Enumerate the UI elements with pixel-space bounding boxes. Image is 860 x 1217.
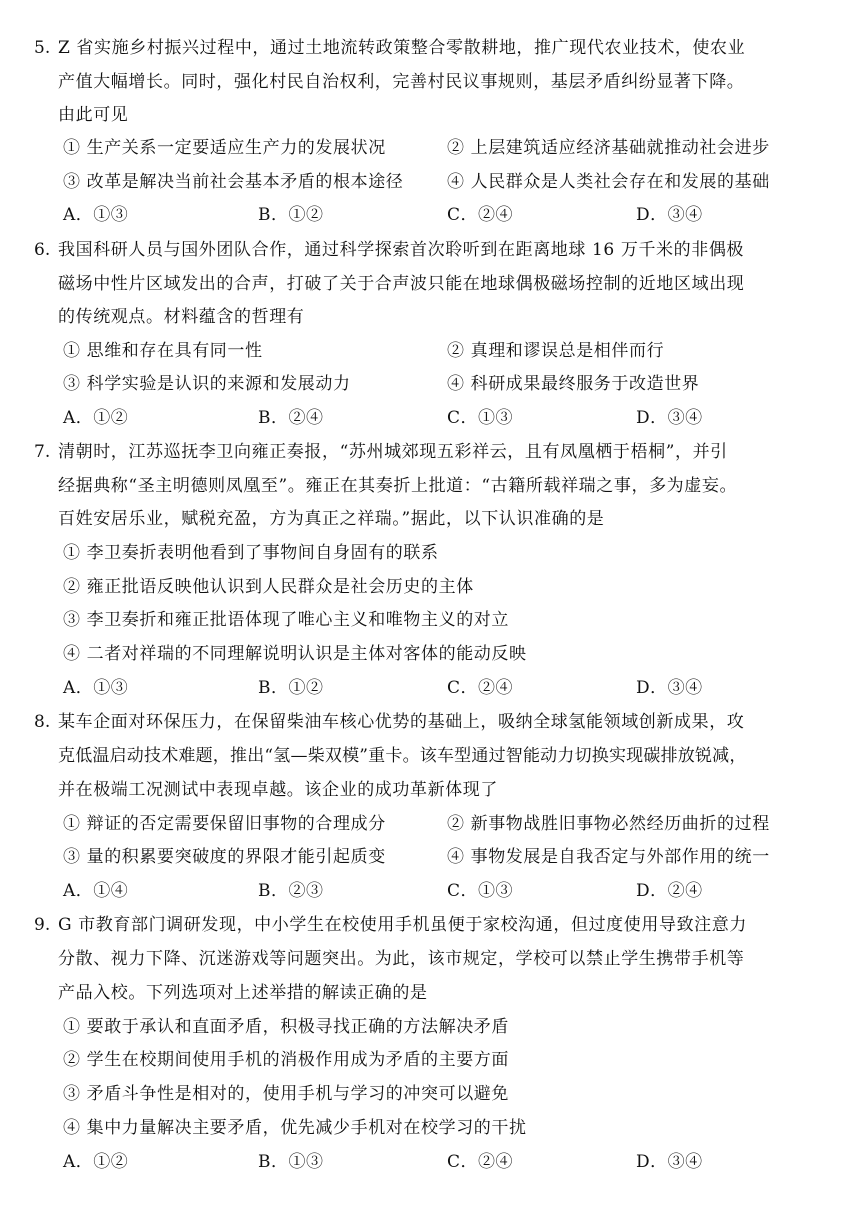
choice-b: B．②③ <box>258 881 324 901</box>
choice-c: C．②④ <box>447 205 514 225</box>
statement-1: ① 辩证的否定需要保留旧事物的合理成分 <box>63 814 386 834</box>
choice-b: B．②④ <box>258 408 324 428</box>
statement-2: ② 上层建筑适应经济基础就推动社会进步 <box>447 138 770 158</box>
statement-3: ③ 矛盾斗争性是相对的，使用手机与学习的冲突可以避免 <box>63 1084 510 1104</box>
statement-1: ① 思维和存在具有同一性 <box>63 341 263 361</box>
choice-c: C．②④ <box>447 678 514 698</box>
choice-c: C．②④ <box>447 1152 514 1172</box>
question-text-line: 百姓安居乐业，赋税充盈，方为真正之祥瑞。”据此，以下认识准确的是 <box>58 509 605 529</box>
statement-3: ③ 科学实验是认识的来源和发展动力 <box>63 374 351 394</box>
choice-d: D．③④ <box>636 205 703 225</box>
question-number: 9. <box>34 915 51 935</box>
choice-b: B．①③ <box>258 1152 324 1172</box>
question-text-line: 磁场中性片区域发出的合声，打破了关于合声波只能在地球偶极磁场控制的近地区域出现 <box>58 274 745 294</box>
statement-2: ② 学生在校期间使用手机的消极作用成为矛盾的主要方面 <box>63 1050 510 1070</box>
choice-a: A．①③ <box>63 678 129 698</box>
question-text-line: 清朝时，江苏巡抚李卫向雍正奏报，“苏州城郊现五彩祥云，且有凤凰栖于梧桐”，并引 <box>58 442 728 462</box>
statement-4: ④ 人民群众是人类社会存在和发展的基础 <box>447 172 770 192</box>
question-text-line: 由此可见 <box>58 105 129 125</box>
choice-a: A．①③ <box>63 205 129 225</box>
question-number: 5. <box>34 38 51 58</box>
statement-3: ③ 量的积累要突破度的界限才能引起质变 <box>63 847 386 867</box>
choice-a: A．①② <box>63 1152 129 1172</box>
question-text-line: 克低温启动技术难题，推出“氢—柴双模”重卡。该车型通过智能动力切换实现碳排放锐减， <box>58 746 747 766</box>
choice-a: A．①② <box>63 408 129 428</box>
question-text-line: 产品入校。下列选项对上述举措的解读正确的是 <box>58 983 428 1003</box>
statement-2: ② 新事物战胜旧事物必然经历曲折的过程 <box>447 814 770 834</box>
question-text-line: Z 省实施乡村振兴过程中，通过土地流转政策整合零散耕地，推广现代农业技术，使农业 <box>58 38 746 58</box>
choice-d: D．③④ <box>636 1152 703 1172</box>
question-text-line: 我国科研人员与国外团队合作，通过科学探索首次聆听到在距离地球 16 万千米的非偶极 <box>58 240 745 260</box>
statement-4: ④ 事物发展是自我否定与外部作用的统一 <box>447 847 770 867</box>
question-number: 8. <box>34 712 51 732</box>
statement-1: ① 李卫奏折表明他看到了事物间自身固有的联系 <box>63 543 439 563</box>
choice-c: C．①③ <box>447 881 514 901</box>
question-number: 7. <box>34 442 51 462</box>
question-text-line: 某车企面对环保压力，在保留柴油车核心优势的基础上，吸纳全球氢能领域创新成果，攻 <box>58 712 745 732</box>
statement-3: ③ 李卫奏折和雍正批语体现了唯心主义和唯物主义的对立 <box>63 610 510 630</box>
question-text-line: 并在极端工况测试中表现卓越。该企业的成功革新体现了 <box>58 780 498 800</box>
statement-2: ② 真理和谬误总是相伴而行 <box>447 341 665 361</box>
statement-1: ① 要敢于承认和直面矛盾，积极寻找正确的方法解决矛盾 <box>63 1017 510 1037</box>
statement-3: ③ 改革是解决当前社会基本矛盾的根本途径 <box>63 172 404 192</box>
choice-a: A．①④ <box>63 881 129 901</box>
statement-4: ④ 科研成果最终服务于改造世界 <box>447 374 700 394</box>
question-text-line: G 市教育部门调研发现，中小学生在校使用手机虽便于家校沟通，但过度使用导致注意力 <box>58 915 747 935</box>
statement-4: ④ 集中力量解决主要矛盾，优先减少手机对在校学习的干扰 <box>63 1118 527 1138</box>
question-text-line: 分散、视力下降、沉迷游戏等问题突出。为此，该市规定，学校可以禁止学生携带手机等 <box>58 949 745 969</box>
statement-4: ④ 二者对祥瑞的不同理解说明认识是主体对客体的能动反映 <box>63 644 527 664</box>
question-text-line: 产值大幅增长。同时，强化村民自治权利，完善村民议事规则，基层矛盾纠纷显著下降。 <box>58 72 745 92</box>
question-text-line: 经据典称“圣主明德则凤凰至”。雍正在其奏折上批道：“古籍所载祥瑞之事，多为虚妄。 <box>58 476 738 496</box>
choice-b: B．①② <box>258 205 324 225</box>
statement-2: ② 雍正批语反映他认识到人民群众是社会历史的主体 <box>63 577 474 597</box>
choice-c: C．①③ <box>447 408 514 428</box>
question-text-line: 的传统观点。材料蕴含的哲理有 <box>58 307 305 327</box>
choice-d: D．③④ <box>636 678 703 698</box>
statement-1: ① 生产关系一定要适应生产力的发展状况 <box>63 138 386 158</box>
question-number: 6. <box>34 240 51 260</box>
choice-d: D．②④ <box>636 881 703 901</box>
choice-d: D．③④ <box>636 408 703 428</box>
choice-b: B．①② <box>258 678 324 698</box>
